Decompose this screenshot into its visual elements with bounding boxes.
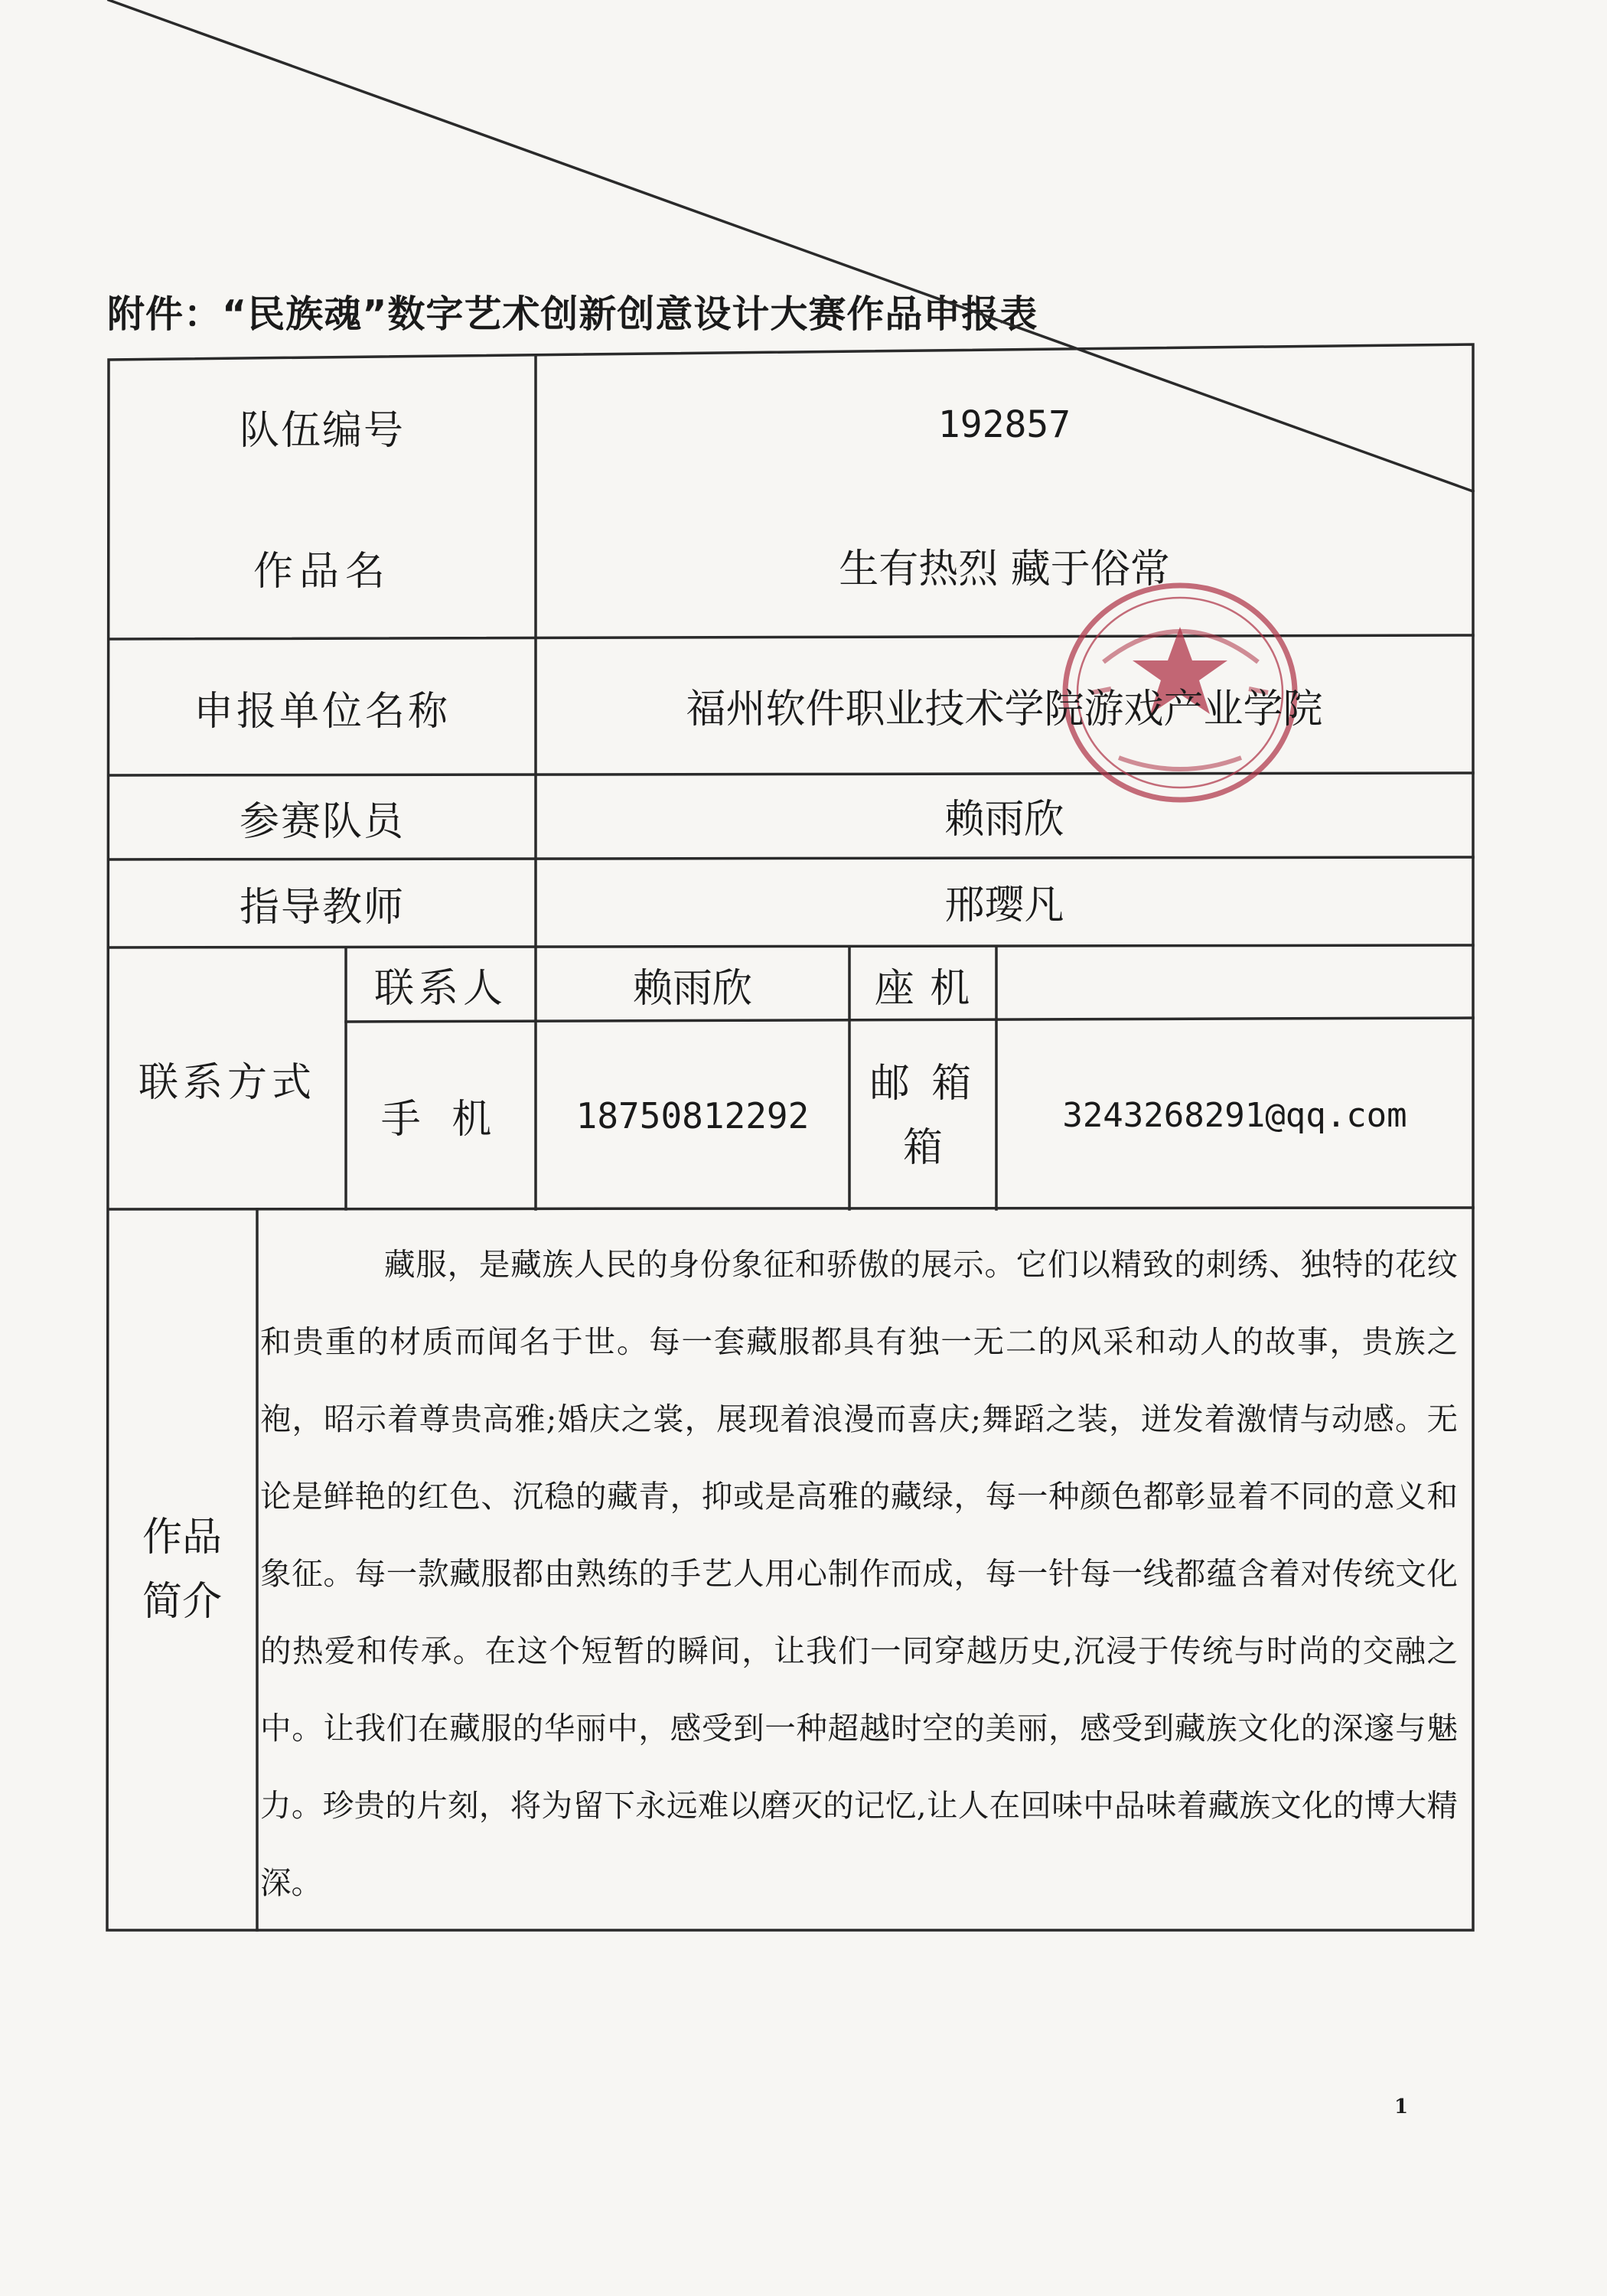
page-number: 1 — [1394, 2095, 1409, 2118]
team-number-value: 192857 — [937, 403, 1071, 446]
contact-person-value: 赖雨欣 — [632, 966, 752, 1012]
form-title: 附件：“民族魂”数字艺术创新创意设计大赛作品申报表 — [107, 292, 1038, 336]
landline-label: 座 机 — [874, 966, 972, 1012]
work-name-label: 作品名 — [253, 549, 391, 595]
intro-label-line2: 简介 — [142, 1579, 222, 1625]
mobile-value: 18750812292 — [575, 1094, 810, 1137]
members-label: 参赛队员 — [239, 798, 405, 845]
mobile-label: 手 机 — [380, 1097, 501, 1143]
work-name-value: 生有热烈 藏于俗常 — [839, 546, 1170, 592]
members-value: 赖雨欣 — [944, 796, 1064, 843]
unit-name-label: 申报单位名称 — [193, 688, 451, 735]
teacher-value: 邢璎凡 — [944, 882, 1064, 928]
email-label-line2: 箱 — [902, 1124, 943, 1171]
teacher-label: 指导教师 — [239, 885, 405, 931]
landline-value — [996, 947, 1473, 1020]
email-value: 3243268291@qq.com — [1062, 1096, 1407, 1135]
intro-text: 藏服，是藏族人民的身份象征和骄傲的展示。它们以精致的刺绣、独特的花纹和贵重的材质而闻名于世。每一套藏服都具有独一无二的风采和动人的故事，贵族之袍，昭示着尊贵高雅;婚庆之裳，展现着浪漫而喜庆;舞蹈之装，迸发着激情与动感。无论是鲜艳的红色、沉稳的藏青，抑或是高雅的藏绿，每一种颜色都彰显着不同的意义和象征。每一款藏服都由熟练的手艺人用心制作而成，每一针每一线都蕴含着对传统文化的热爱和传承。在这个短暂的瞬间，让我们一同穿越历史,沉浸于传统与时尚的交融之中。让我们在藏服的华丽中，感受到一种超越时空的美丽，感受到藏族文化的深邃与魅力。珍贵的片刻，将为留下永远难以磨灭的记忆,让人在回味中品味着藏族文化的博大精深。 — [260, 1246, 1458, 1901]
contact-person-label: 联系人 — [373, 966, 507, 1012]
email-label — [849, 1022, 996, 1209]
team-number-label: 队伍编号 — [239, 408, 405, 454]
intro-label — [107, 1209, 257, 1930]
unit-name-value: 福州软件职业技术学院游戏产业学院 — [686, 686, 1323, 732]
intro-label-line1: 作品 — [142, 1515, 222, 1561]
email-label-line1: 邮 箱 — [869, 1060, 976, 1107]
contact-label: 联系方式 — [138, 1059, 316, 1106]
